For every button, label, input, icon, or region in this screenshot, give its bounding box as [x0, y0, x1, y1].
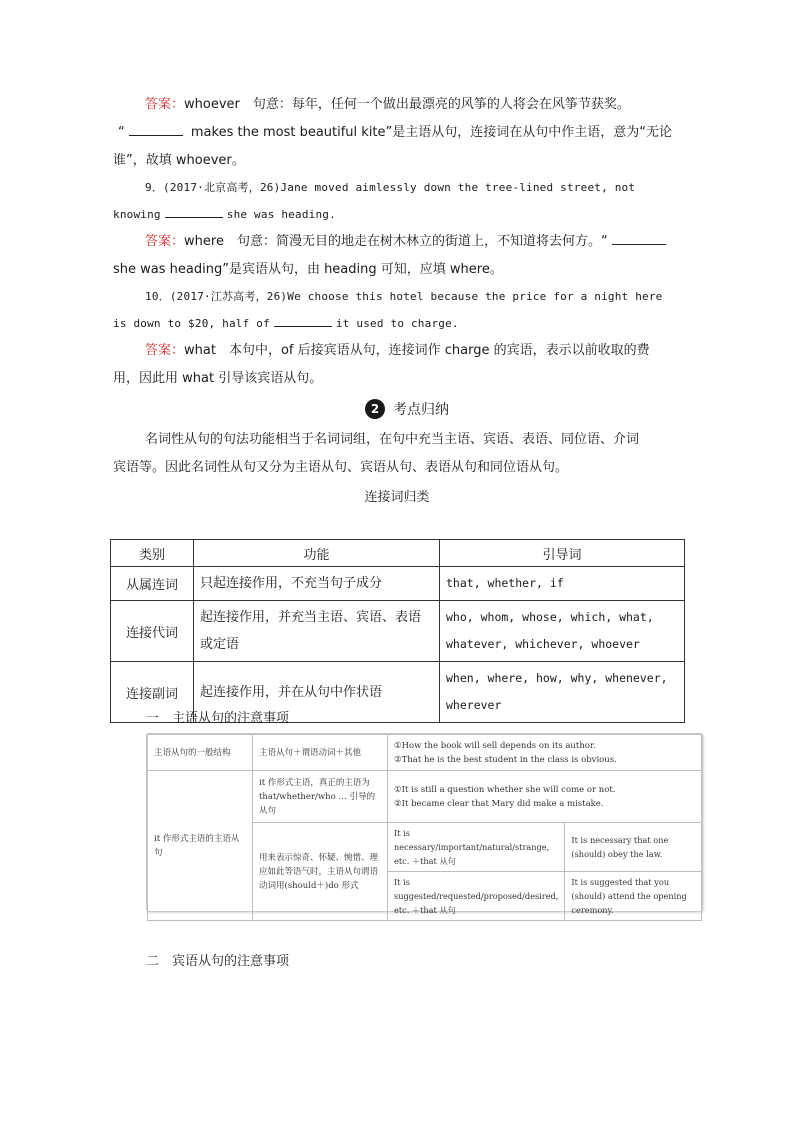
- answer-label: 答案：: [145, 343, 185, 358]
- table-row: [111, 601, 685, 662]
- table-cell-function: 起连接作用，并充当主语、宾语、表语或定语: [194, 601, 440, 662]
- section-title: 考点归纳: [393, 402, 449, 418]
- table-row: [148, 771, 702, 823]
- table-title: 连接词归类: [364, 490, 430, 505]
- answer-label: 答案：: [145, 234, 185, 249]
- table-cell: ①It is still a question whether she will come or not. ②It became clear that Mary did make a mistake.: [388, 771, 702, 823]
- table-row: [148, 735, 702, 771]
- fill-blank: [612, 234, 666, 245]
- section-number-icon: 2: [365, 399, 385, 419]
- answer-10-line-1: 答案：what 本句中，of 后接宾语从句，连接词作 charge 的宾语，表示以前收取的费: [145, 343, 650, 358]
- table-cell: It is necessary/important/natural/strange, etc. ＋that 从句: [388, 823, 565, 872]
- table-cell-words: who, whom, whose, which, what, whatever, whichever, whoever: [440, 601, 685, 662]
- subsection-title-1: 一 主语从句的注意事项: [146, 711, 290, 726]
- answer-10-line-2: 用，因此用 what 引导该宾语从句。: [113, 371, 323, 386]
- table-cell-category: 从属连词: [111, 567, 194, 601]
- intro-line-1: 名词性从句的句法功能相当于名词词组，在句中充当主语、宾语、表语、同位语、介词: [145, 432, 640, 447]
- table-header: 类别: [111, 540, 194, 567]
- table-header-row: [111, 540, 685, 567]
- table-cell: It is suggested that you (should) attend the opening ceremony.: [565, 872, 702, 921]
- question-10-line-2: is down to $20, half of it used to charge.: [113, 317, 459, 330]
- table-header: 引导词: [440, 540, 685, 567]
- intro-line-2: 宾语等。因此名词性从句又分为主语从句、宾语从句、表语从句和同位语从句。: [113, 460, 569, 475]
- fill-blank: [274, 316, 332, 327]
- table-cell: it 作形式主语，真正的主语为 that/whether/who … 引导的从句: [253, 771, 388, 823]
- fill-blank: [129, 125, 183, 136]
- table-header: 功能: [194, 540, 440, 567]
- table-cell-function: 起连接作用，并在从句中作状语: [194, 662, 440, 723]
- table-cell-category: 连接代词: [111, 601, 194, 662]
- table-cell: 主语从句＋谓语动词＋其他: [253, 735, 388, 771]
- subsection-title-2: 二 宾语从句的注意事项: [146, 954, 290, 969]
- answer-9-line-1: 答案：where 句意：简漫无目的地走在树木林立的街道上，不知道将去何方。“: [145, 234, 681, 250]
- subject-clause-figure: [146, 733, 703, 915]
- question-9-line-1: 9．(2017·北京高考，26)Jane moved aimlessly down the tree-lined street, not: [145, 181, 636, 194]
- answer-9-line-2: she was heading”是宾语从句，由 heading 可知，应填 where。: [113, 262, 503, 277]
- table-cell-words: when, where, how, why, whenever, wherever: [440, 662, 685, 723]
- table-cell-words: that, whether, if: [440, 567, 685, 601]
- answer-8-line-2: “ makes the most beautiful kite”是主语从句，连接词在从句中作主语，意为“无论: [118, 125, 672, 140]
- answer-8-line-3: 谁”，故填 whoever。: [113, 153, 245, 168]
- table-cell-category: 连接副词: [111, 662, 194, 723]
- table-cell: ①How the book will sell depends on its author. ②That he is the best student in the class is obvious.: [388, 735, 702, 771]
- answer-8-line-1: 答案：whoever 句意：每年，任何一个做出最漂亮的风筝的人将会在风筝节获奖。: [145, 97, 630, 112]
- section-heading: [365, 398, 449, 420]
- table-cell: 主语从句的一般结构: [148, 735, 253, 771]
- table-row: [111, 567, 685, 601]
- connector-table: [110, 539, 685, 723]
- table-cell: it 作形式主语的主语从句: [148, 771, 253, 921]
- table-cell: It is necessary that one (should) obey the law.: [565, 823, 702, 872]
- subject-clause-table: [147, 734, 702, 921]
- question-10-line-1: 10．(2017·江苏高考，26)We choose this hotel because the price for a night here: [145, 290, 663, 303]
- table-cell: It is suggested/requested/proposed/desired, etc. ＋that 从句: [388, 872, 565, 921]
- table-cell: 用来表示惊奇、怀疑、惋惜、理应如此等语气时，主语从句谓语动词用(should＋)do 形式: [253, 823, 388, 921]
- answer-label: 答案：: [145, 97, 185, 112]
- table-cell-function: 只起连接作用，不充当句子成分: [194, 567, 440, 601]
- fill-blank: [165, 207, 223, 218]
- question-9-line-2: knowing she was heading.: [113, 208, 336, 221]
